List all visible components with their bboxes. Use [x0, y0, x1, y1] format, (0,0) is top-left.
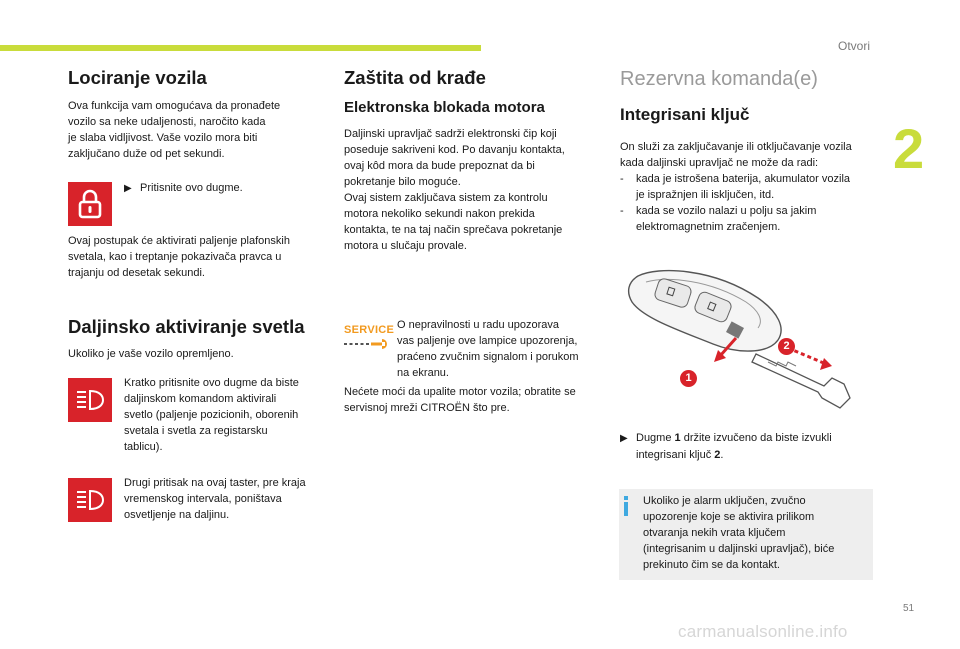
top-accent-bar: [0, 45, 481, 51]
info-icon: [624, 496, 628, 516]
page-number: 51: [903, 603, 915, 614]
callout-2: 2: [778, 338, 795, 355]
integrated-key-intro: On služi za zaključavanje ili otključavanje vozila kada daljinski upravljač ne može da radi: - kada je istrošena baterija, akumulator vozila je ispražnjen ili isključen, itd. - kada se vozilo nalazi u polju sa jakim elektromagnetnim zračenjem.: [620, 141, 852, 233]
light-instruction-1: Kratko pritisnite ovo dugme da biste daljinskom komandom aktivirali svetlo (paljenje pozicionih, oborenih svetala i svetla za registarsku tablicu).: [124, 377, 299, 453]
key-step: ▶ Dugme 1 držite izvučeno da biste izvukli integrisani ključ 2.: [620, 432, 832, 461]
service-wrench-icon: [344, 324, 395, 358]
subtitle-immobiliser: Elektronska blokada motora: [344, 99, 545, 116]
service-closing: Nećete moći da upalite motor vozila; obratite se servisnoj mreži CITROËN što pre.: [344, 386, 576, 414]
subtitle-integrated-key: Integrisani ključ: [620, 105, 750, 124]
arrow-bullet-icon: ▶: [124, 183, 132, 194]
section-title-remote-lighting: Daljinsko aktiviranje svetla: [68, 316, 305, 337]
chapter-number: 2: [893, 117, 925, 180]
section-title-locating: Lociranje vozila: [68, 67, 207, 88]
locating-after: Ovaj postupak će aktivirati paljenje plafonskih svetala, kao i treptanje pokazivača pravca u trajanju od desetak sekundi.: [68, 235, 290, 279]
callout-1: 1: [680, 370, 697, 387]
headlamp-icon: [68, 378, 112, 422]
section-title-theft-protection: Zaštita od krađe: [344, 67, 486, 88]
service-warning-text: O nepravilnosti u radu upozorava vas paljenje ove lampice upozorenja, praćeno zvučnim signalom i porukom na ekranu.: [397, 319, 579, 379]
arrow-bullet-icon: ▶: [620, 433, 628, 444]
footer-watermark: carmanualsonline.info: [678, 622, 848, 641]
headlamp-icon: [68, 478, 112, 522]
locating-intro: Ova funkcija vam omogućava da pronađete vozilo sa neke udaljenosti, naročito kada je slaba vidljivost. Vaše vozilo mora biti zaključano duže od pet sekundi.: [68, 100, 281, 160]
light-instruction-2: Drugi pritisak na ovaj taster, pre kraja vremenskog intervala, poništava osvetljenje na daljinu.: [124, 477, 306, 521]
lock-instruction: ▶ Pritisnite ovo dugme.: [124, 180, 243, 197]
key-fob-illustration: [618, 258, 878, 418]
section-header: Otvori: [838, 39, 871, 53]
service-label: SERVICE: [344, 324, 395, 336]
section-title-backup-control: Rezervna komanda(e): [620, 68, 818, 90]
info-text: Ukoliko je alarm uključen, zvučno upozorenje koje se aktivira prilikom otvaranja nekih vrata ključem (integrisanim u daljinski upravljač), biće prekinuto čim se da kontakt.: [643, 495, 835, 571]
equipment-note: Ukoliko je vaše vozilo opremljeno.: [68, 348, 234, 360]
immobiliser-body: Daljinski upravljač sadrži elektronski čip koji poseduje sakriveni kod. Po davanju kontakta, ovaj kôd mora da bude prepoznat da bi pokretanje bilo moguće. Ovaj sistem zaključava sistem za kontrolu motora nekoliko sekundi nakon prekida kontakta, te na taj način sprečava pokretanje motora u slučaju provale.: [344, 128, 565, 252]
lock-icon: [68, 182, 112, 226]
